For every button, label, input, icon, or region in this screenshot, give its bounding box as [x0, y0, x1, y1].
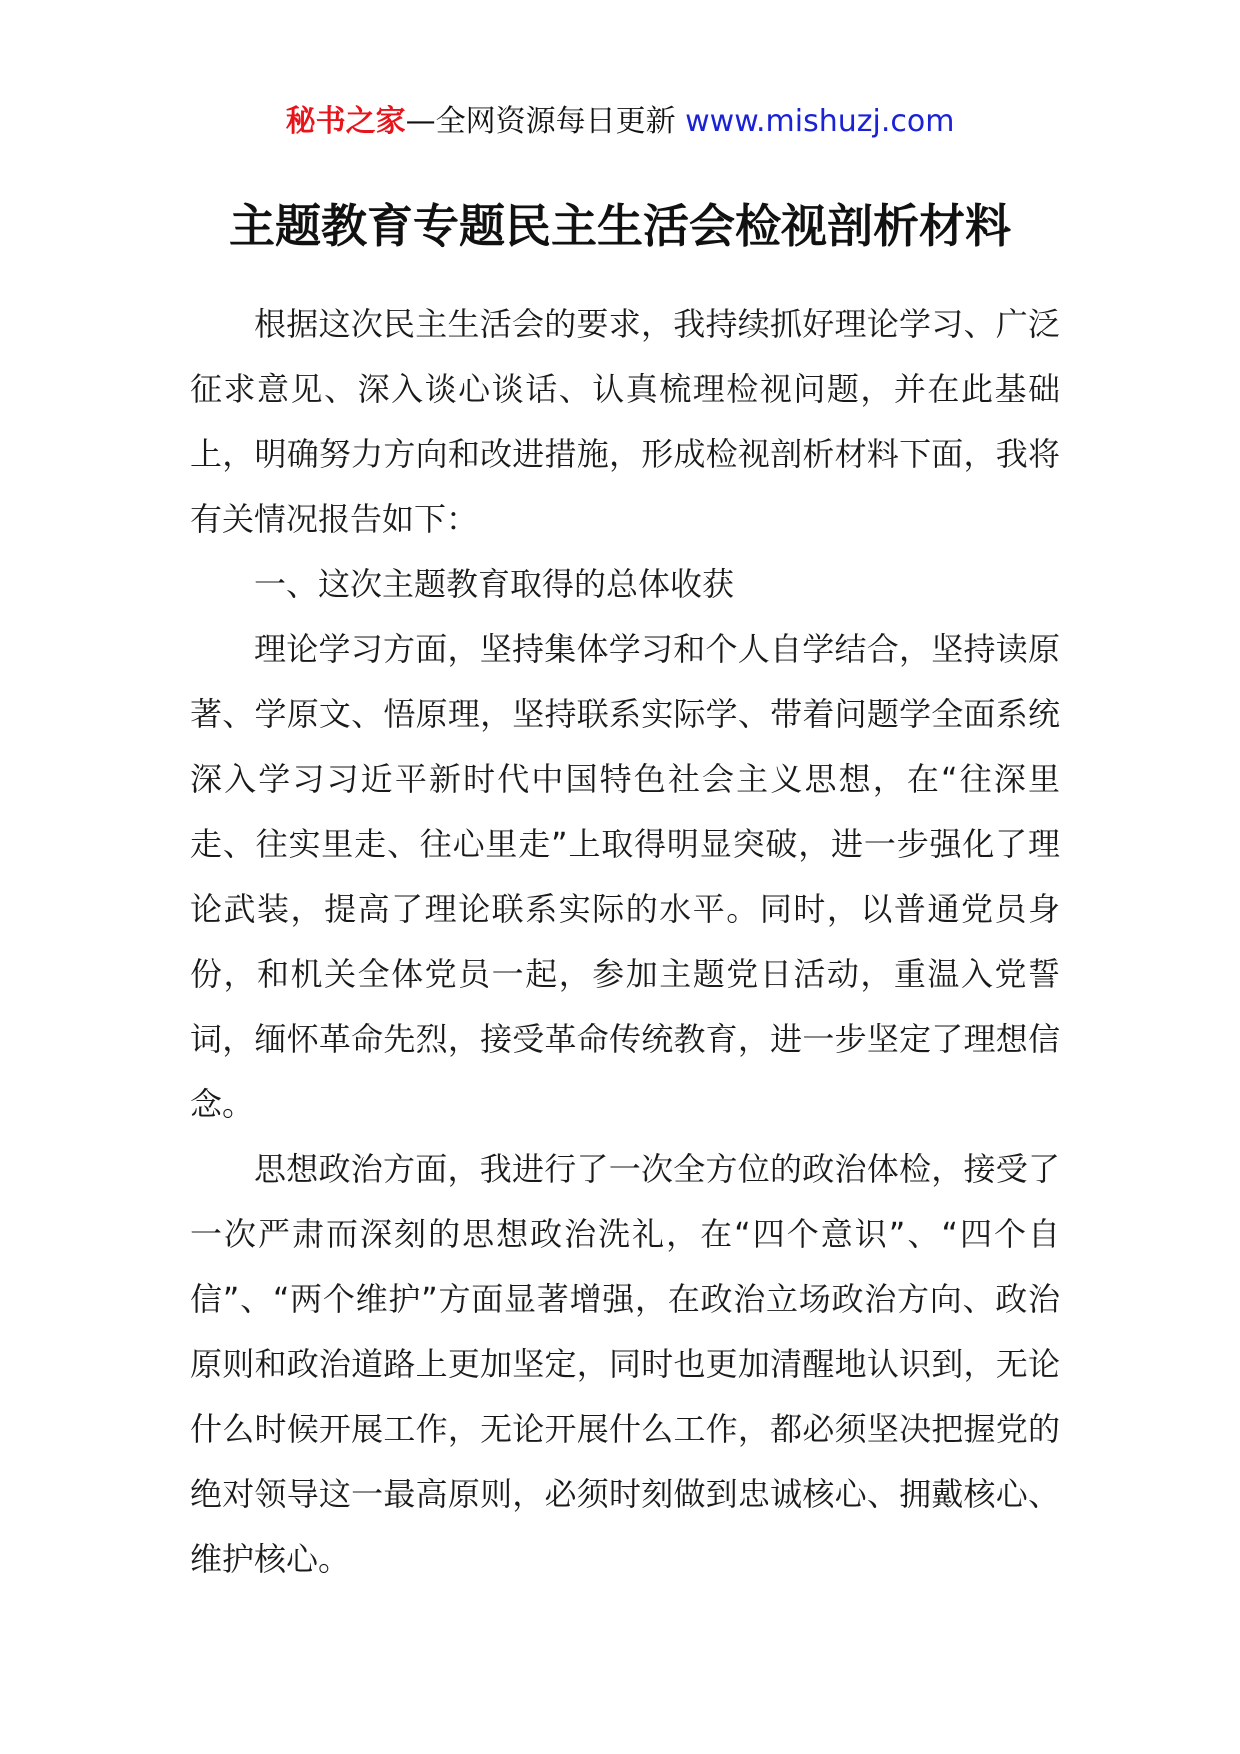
section-heading: 一、这次主题教育取得的总体收获 — [254, 565, 735, 603]
paragraph-theory-study: 理论学习方面，坚持集体学习和个人自学结合，坚持读原著、学原文、悟原理，坚持联系实际学、带着问题学全面系统深入学习习近平新时代中国特色社会主义思想，在“往深里走、往实里走、往心里走”上取得明显突破，进一步强化了理论武装，提高了理论联系实际的水平。同时，以普通党员身份，和机关全体党员一起，参加主题党日活动，重温入党誓词，缅怀革命先烈，接受革命传统教育，进一步坚定了理想信念。 — [190, 630, 1060, 1123]
document-body — [190, 292, 1060, 1592]
paragraph-intro: 根据这次民主生活会的要求，我持续抓好理论学习、广泛征求意见、深入谈心谈话、认真梳理检视问题，并在此基础上，明确努力方向和改进措施，形成检视剖析材料下面，我将有关情况报告如下： — [190, 305, 1060, 538]
brand-name: 秘书之家 — [285, 104, 406, 139]
site-url-link[interactable]: www.mishuzj.com — [685, 104, 955, 139]
site-header — [0, 100, 1240, 144]
header-tagline: —全网资源每日更新 — [405, 104, 676, 139]
document-title: 主题教育专题民主生活会检视剖析材料 — [229, 199, 1011, 253]
paragraph-political-thought: 思想政治方面，我进行了一次全方位的政治体检，接受了一次严肃而深刻的思想政治洗礼，在“四个意识”、“四个自信”、“两个维护”方面显著增强，在政治立场政治方向、政治原则和政治道路上更加坚定，同时也更加清醒地认识到，无论什么时候开展工作，无论开展什么工作，都必须坚决把握党的绝对领导这一最高原则，必须时刻做到忠诚核心、拥戴核心、维护核心。 — [190, 1150, 1060, 1578]
